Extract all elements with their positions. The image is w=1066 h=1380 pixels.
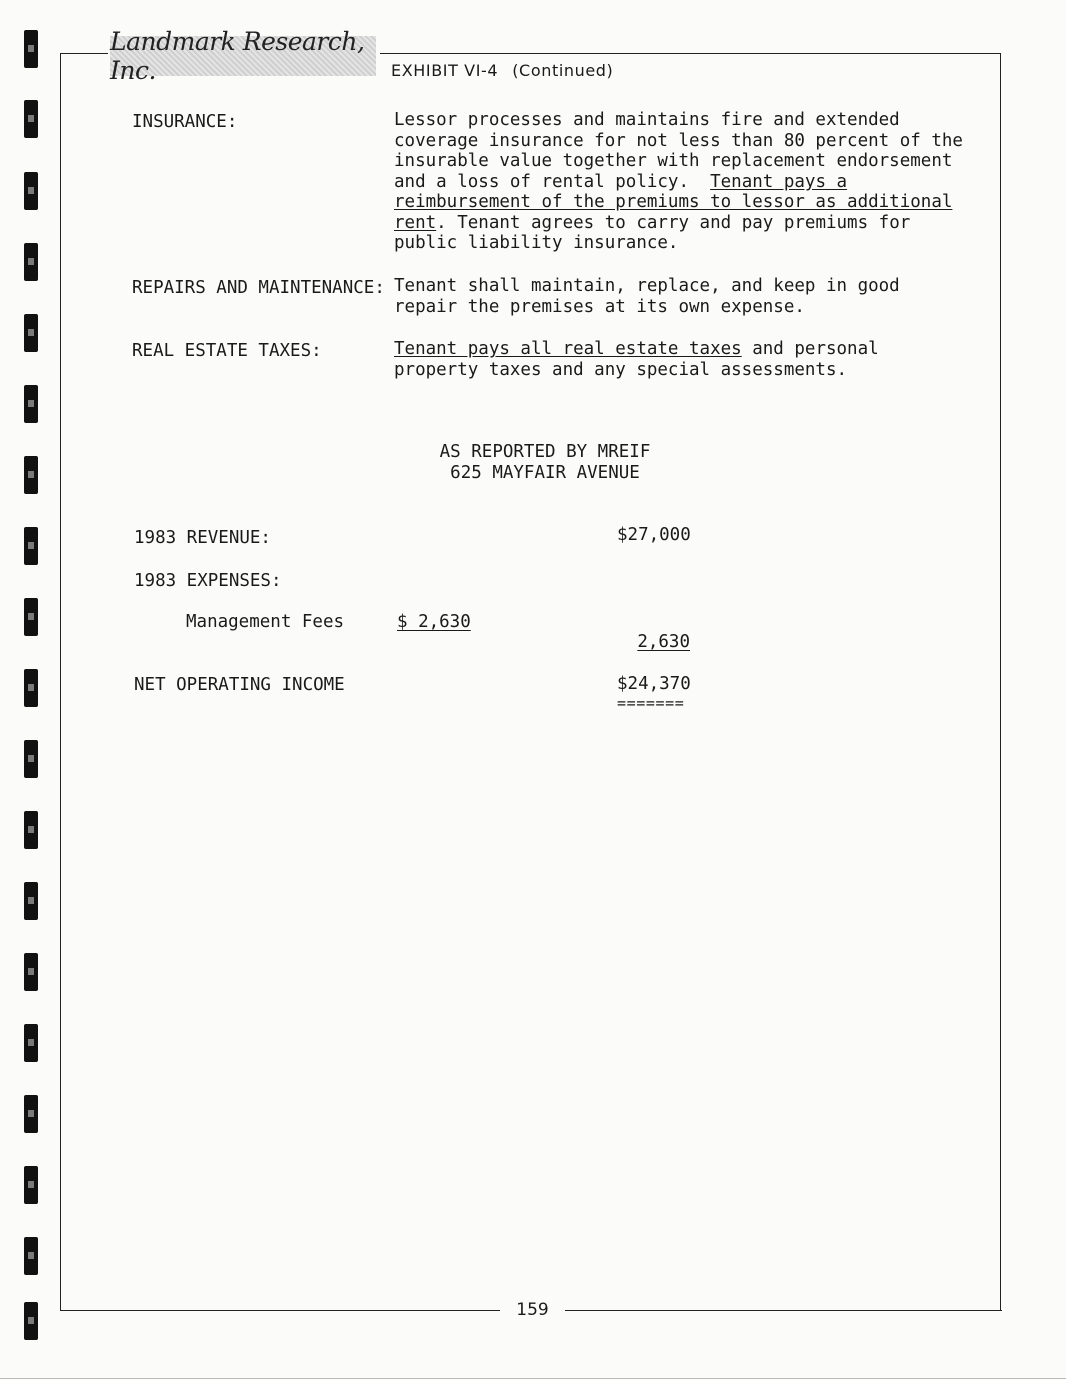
- binder-mark: [24, 1166, 38, 1204]
- expenses-total: 2,630: [637, 632, 690, 652]
- binder-mark: [24, 740, 38, 778]
- continued-label: (Continued): [512, 61, 614, 80]
- binder-mark: [24, 953, 38, 991]
- text-line: Lessor processes and maintains fire and extended: [394, 110, 900, 130]
- report-line: 625 MAYFAIR AVENUE: [450, 462, 640, 483]
- repairs-text: [394, 276, 984, 317]
- binder-mark: [24, 385, 38, 423]
- text-line: [394, 339, 984, 360]
- binder-mark: [24, 314, 38, 352]
- text-line: [394, 172, 984, 193]
- double-underline: =======: [617, 694, 685, 712]
- binder-mark: [24, 669, 38, 707]
- binder-mark: [24, 598, 38, 636]
- insurance-label: INSURANCE:: [132, 112, 238, 132]
- binder-mark: [24, 811, 38, 849]
- insurance-text: [394, 110, 984, 254]
- taxes-text: [394, 339, 984, 380]
- text-segment: and a loss of rental policy.: [394, 171, 690, 192]
- expenses-label: 1983 EXPENSES:: [134, 571, 282, 591]
- text-line: [394, 192, 984, 213]
- text-line: coverage insurance for not less than 80 percent of the: [394, 130, 963, 151]
- frame-rule: [60, 53, 108, 54]
- binder-mark: [24, 1302, 38, 1340]
- binder-mark: [24, 527, 38, 565]
- binder-mark: [24, 1095, 38, 1133]
- underlined-text: reimbursement of the premiums to lessor as additional: [394, 192, 953, 212]
- repairs-label: REPAIRS AND MAINTENANCE:: [132, 278, 385, 298]
- binder-mark: [24, 100, 38, 138]
- revenue-value: $27,000: [617, 525, 691, 545]
- logo-text: Landmark Research, Inc.: [110, 27, 365, 85]
- text-line: [394, 213, 984, 234]
- frame-rule: [60, 1310, 500, 1311]
- text-line: insurable value together with replacement endorsement: [394, 151, 953, 171]
- page-number: 159: [516, 1300, 549, 1320]
- frame-rule: [565, 1310, 1002, 1311]
- report-line: AS REPORTED BY MREIF: [439, 442, 651, 462]
- exhibit-label: EXHIBIT VI-4: [391, 61, 499, 80]
- binder-mark: [24, 243, 38, 281]
- text-line: repair the premises at its own expense.: [394, 296, 805, 317]
- underlined-text: Tenant pays a: [710, 171, 848, 192]
- management-fees-value: $ 2,630: [397, 612, 471, 632]
- revenue-label: 1983 REVENUE:: [134, 528, 271, 548]
- text-line: property taxes and any special assessments.: [394, 359, 848, 380]
- binder-mark: [24, 456, 38, 494]
- frame-rule: [1000, 53, 1001, 1311]
- taxes-label: REAL ESTATE TAXES:: [132, 341, 322, 361]
- noi-value: $24,370: [617, 674, 691, 694]
- noi-label: NET OPERATING INCOME: [134, 675, 345, 695]
- frame-rule: [60, 53, 61, 1311]
- exhibit-title: [391, 61, 613, 80]
- underlined-text: Tenant pays all real estate taxes: [394, 339, 742, 359]
- text-line: Tenant shall maintain, replace, and keep in good: [394, 276, 900, 296]
- text-segment: and personal: [741, 339, 879, 359]
- frame-rule: [380, 53, 1001, 54]
- binder-strip: [24, 30, 40, 1350]
- page-edge-rule: [0, 1378, 1066, 1379]
- binder-mark: [24, 1024, 38, 1062]
- report-heading: [380, 442, 710, 483]
- underlined-text: rent: [394, 212, 437, 233]
- text-line: public liability insurance.: [394, 233, 679, 253]
- binder-mark: [24, 882, 38, 920]
- company-logo: [110, 27, 376, 85]
- binder-mark: [24, 30, 38, 68]
- management-fees-label: Management Fees: [186, 612, 345, 632]
- binder-mark: [24, 172, 38, 210]
- binder-mark: [24, 1237, 38, 1275]
- text-segment: . Tenant agrees to carry and pay premiums for: [436, 212, 911, 233]
